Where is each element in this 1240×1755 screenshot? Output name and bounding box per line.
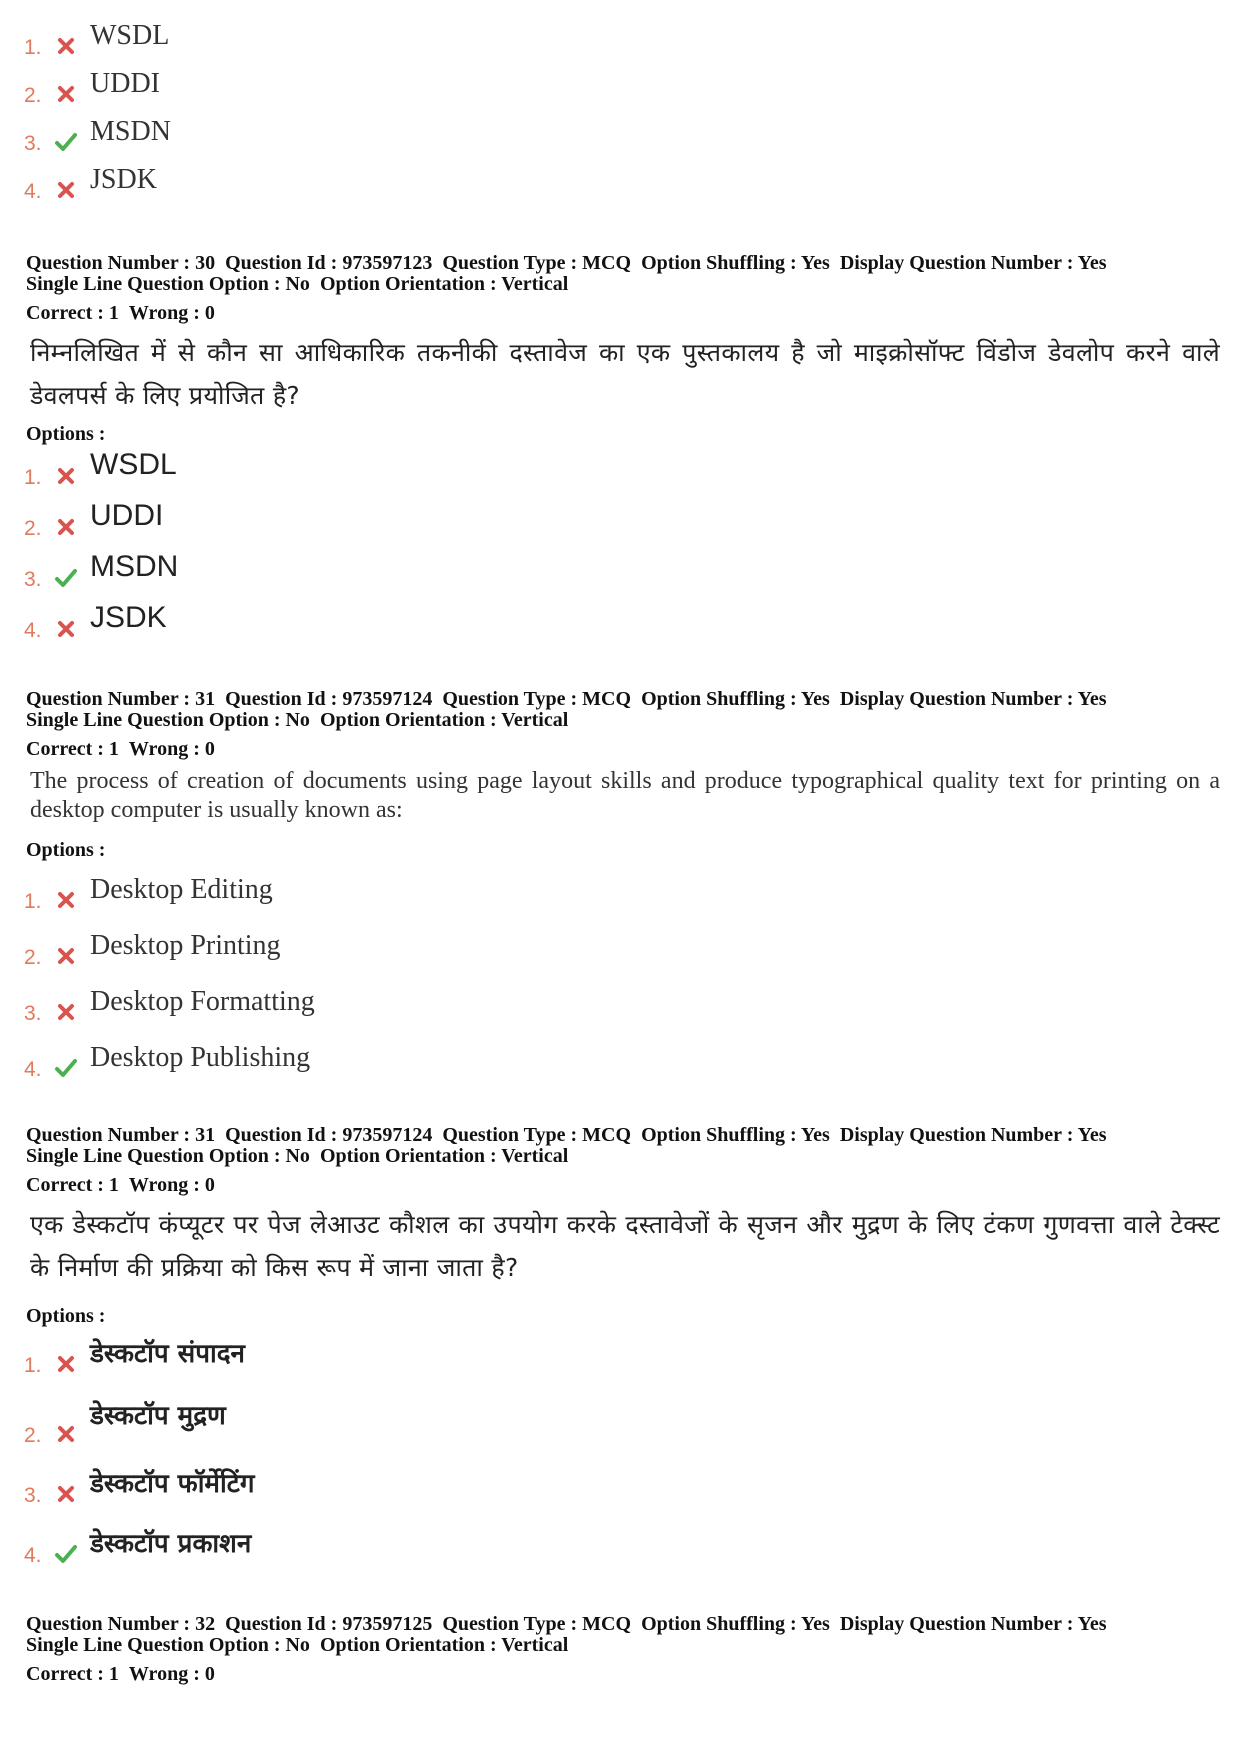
option-number: 2.	[24, 84, 42, 107]
question-number: Question Number : 31	[26, 688, 216, 710]
option-number: 3.	[24, 568, 42, 591]
question-id: Question Id : 973597125	[225, 1613, 433, 1635]
question-text: The process of creation of documents using page layout skills and produce typographical quality text for printing on a desktop computer is usually known as:	[30, 768, 1220, 823]
option-text: WSDL	[90, 448, 177, 481]
single-line-option: Single Line Question Option : No	[26, 273, 310, 295]
marks-info	[26, 1663, 215, 1686]
option-orientation: Option Orientation : Vertical	[319, 1145, 569, 1167]
option-text: डेस्कटॉप संपादन	[90, 1339, 245, 1369]
correct-mark-icon	[54, 130, 78, 154]
option-number: 1.	[24, 36, 42, 59]
option-number: 3.	[24, 1002, 42, 1025]
question-type: Question Type : MCQ	[442, 252, 632, 274]
option-text: UDDI	[90, 499, 164, 532]
wrong-mark-icon	[54, 617, 78, 641]
correct-mark-icon	[54, 1056, 78, 1080]
options-heading: Options :	[26, 839, 106, 861]
option-number: 3.	[24, 132, 42, 155]
single-line-option: Single Line Question Option : No	[26, 1634, 310, 1656]
correct-mark-icon	[54, 566, 78, 590]
option-orientation: Option Orientation : Vertical	[319, 709, 569, 731]
question-text: एक डेस्कटॉप कंप्यूटर पर पेज लेआउट कौशल का उपयोग करके दस्तावेजों के सृजन और मुद्रण के लिए टंकण गुणवत्ता वाले टेक्स्ट के निर्माण की प्रक्रिया को किस रूप में जाना जाता है?	[30, 1210, 1220, 1282]
option-shuffling: Option Shuffling : Yes	[641, 1124, 830, 1146]
option-number: 4.	[24, 1544, 42, 1567]
display-question-number: Display Question Number : Yes	[839, 688, 1107, 710]
option-text: Desktop Printing	[90, 930, 281, 961]
option-orientation: Option Orientation : Vertical	[319, 1634, 569, 1656]
display-question-number: Display Question Number : Yes	[839, 1124, 1107, 1146]
option-text: Desktop Publishing	[90, 1042, 311, 1073]
wrong-mark-icon	[54, 888, 78, 912]
single-line-option: Single Line Question Option : No	[26, 1145, 310, 1167]
option-text: Desktop Formatting	[90, 986, 315, 1017]
question-meta	[26, 253, 1216, 295]
question-number: Question Number : 32	[26, 1613, 216, 1635]
question-type: Question Type : MCQ	[442, 1124, 632, 1146]
question-number: Question Number : 31	[26, 1124, 216, 1146]
question-type: Question Type : MCQ	[442, 688, 632, 710]
option-text: JSDK	[90, 164, 157, 195]
option-text: WSDL	[90, 20, 170, 51]
correct-marks: Correct : 1	[26, 738, 119, 760]
wrong-marks: Wrong : 0	[128, 738, 215, 760]
option-number: 2.	[24, 1424, 42, 1447]
wrong-mark-icon	[54, 1422, 78, 1446]
wrong-mark-icon	[54, 34, 78, 58]
option-shuffling: Option Shuffling : Yes	[641, 688, 830, 710]
option-text: MSDN	[90, 116, 171, 147]
question-meta	[26, 1125, 1216, 1167]
correct-marks: Correct : 1	[26, 1663, 119, 1685]
wrong-mark-icon	[54, 178, 78, 202]
option-text: JSDK	[90, 601, 167, 634]
wrong-mark-icon	[54, 1482, 78, 1506]
option-orientation: Option Orientation : Vertical	[319, 273, 569, 295]
option-number: 1.	[24, 890, 42, 913]
option-shuffling: Option Shuffling : Yes	[641, 252, 830, 274]
wrong-mark-icon	[54, 515, 78, 539]
option-text: डेस्कटॉप प्रकाशन	[90, 1529, 252, 1559]
marks-info	[26, 738, 215, 761]
display-question-number: Display Question Number : Yes	[839, 252, 1107, 274]
question-id: Question Id : 973597123	[225, 252, 433, 274]
wrong-mark-icon	[54, 1352, 78, 1376]
wrong-mark-icon	[54, 944, 78, 968]
question-meta	[26, 1614, 1216, 1656]
options-heading: Options :	[26, 1305, 106, 1327]
question-meta	[26, 689, 1216, 731]
wrong-marks: Wrong : 0	[128, 1663, 215, 1685]
option-number: 2.	[24, 946, 42, 969]
wrong-mark-icon	[54, 1000, 78, 1024]
option-number: 3.	[24, 1484, 42, 1507]
correct-mark-icon	[54, 1542, 78, 1566]
option-number: 2.	[24, 517, 42, 540]
marks-info	[26, 302, 215, 325]
option-text: MSDN	[90, 550, 179, 583]
wrong-mark-icon	[54, 464, 78, 488]
correct-marks: Correct : 1	[26, 1174, 119, 1196]
display-question-number: Display Question Number : Yes	[839, 1613, 1107, 1635]
question-text: निम्नलिखित में से कौन सा आधिकारिक तकनीकी दस्तावेज का एक पुस्तकालय है जो माइक्रोसॉफ्ट विंडोज डेवलोप करने वाले डेवलपर्स के लिए प्रयोजित है?	[30, 338, 1220, 410]
question-id: Question Id : 973597124	[225, 1124, 433, 1146]
option-number: 4.	[24, 1058, 42, 1081]
wrong-marks: Wrong : 0	[128, 302, 215, 324]
question-id: Question Id : 973597124	[225, 688, 433, 710]
option-text: Desktop Editing	[90, 874, 273, 905]
option-number: 4.	[24, 619, 42, 642]
option-text: डेस्कटॉप फॉर्मेटिंग	[90, 1469, 255, 1499]
options-heading: Options :	[26, 423, 106, 445]
correct-marks: Correct : 1	[26, 302, 119, 324]
option-text: UDDI	[90, 68, 160, 99]
question-type: Question Type : MCQ	[442, 1613, 632, 1635]
wrong-mark-icon	[54, 82, 78, 106]
option-text: डेस्कटॉप मुद्रण	[90, 1401, 226, 1431]
option-number: 1.	[24, 1354, 42, 1377]
option-shuffling: Option Shuffling : Yes	[641, 1613, 830, 1635]
wrong-marks: Wrong : 0	[128, 1174, 215, 1196]
question-number: Question Number : 30	[26, 252, 216, 274]
option-number: 4.	[24, 180, 42, 203]
option-number: 1.	[24, 466, 42, 489]
marks-info	[26, 1174, 215, 1197]
single-line-option: Single Line Question Option : No	[26, 709, 310, 731]
